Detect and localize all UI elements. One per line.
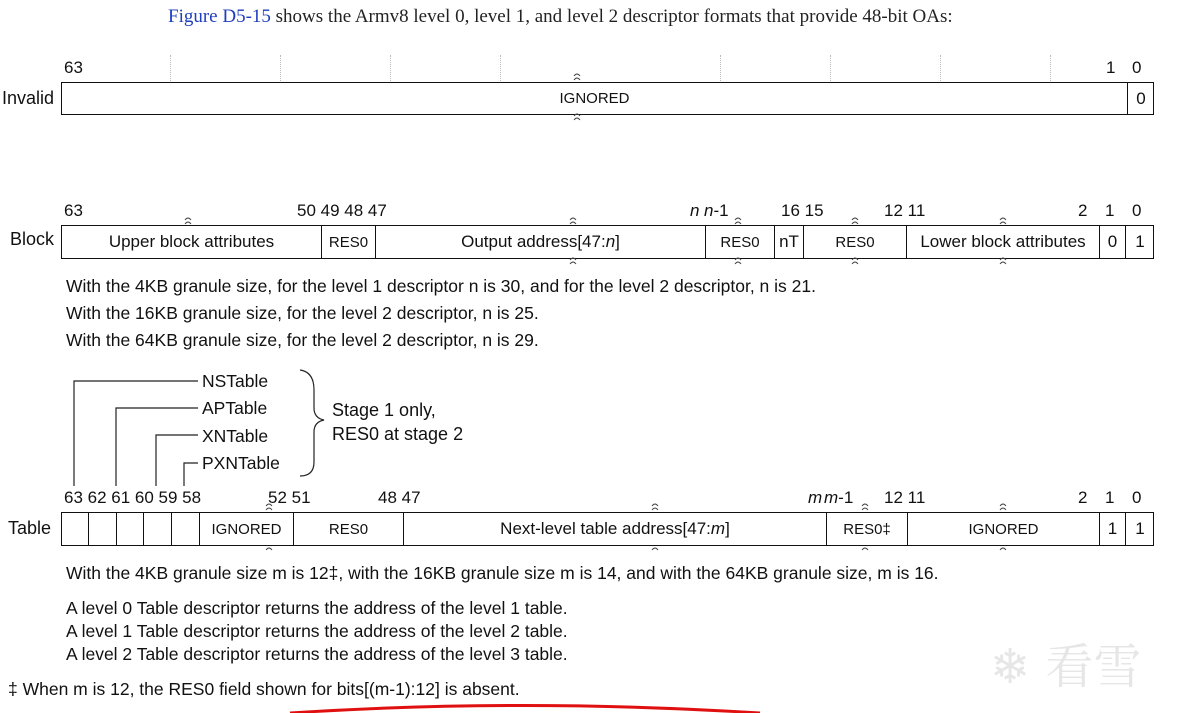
block-note: With the 16KB granule size, for the level 2 descriptor, n is 25. [66,303,539,323]
nt-field: nT [775,226,804,258]
row-label-table: Table [8,518,52,538]
bit-number: 2 [1078,488,1088,507]
bit0-field: 1 [1135,232,1145,251]
res0-field: RES0 [322,226,376,258]
bit-number: 63 [64,201,83,220]
res0-field: RES0 [804,226,907,258]
bit-number: n-1 [704,201,729,220]
block-note: With the 4KB granule size, for the level 1 descriptor n is 30, and for the level 2 descriptor, n is 21. [66,276,816,296]
aptable-bit-61 [117,513,144,545]
table-register [61,512,1154,546]
bit0-field: 0 [1136,88,1146,108]
pxntable-label: PXNTable [202,453,280,473]
stage-note: Stage 1 only, [332,400,436,420]
res0-field: RES0 [706,226,775,258]
return-note: A level 0 Table descriptor returns the address of the level 1 table. [66,598,568,618]
aptable-label: APTable [202,398,268,418]
res0-field: RES0 [294,513,404,545]
res0-dagger-field: RES0‡ [827,513,908,545]
bit-number: 48 47 [378,488,421,507]
bit-number: 0 [1132,488,1142,507]
output-address-field: Output address[47: n ] [376,226,706,258]
ignored-field: IGNORED [62,83,1128,114]
next-level-table-address-field: Next-level table address[47: m ] [404,513,827,545]
granule-note: With the 4KB granule size m is 12‡, with the 16KB granule size m is 14, and with the 64KB granule size, m is 16. [66,563,939,583]
bit-number: 12 11 [884,488,926,507]
return-note: A level 1 Table descriptor returns the address of the level 2 table. [66,621,568,641]
bit-number: 1 [1105,201,1115,220]
footnote: ‡ When m is 12, the RES0 field shown for bits[(m-1):12] is absent. [8,679,520,699]
xntable-bit [144,513,172,545]
row-label-invalid: Invalid [2,88,55,108]
ignored-field: IGNORED [908,513,1100,545]
bit0-field: 1 [1135,519,1145,538]
bit1-field: 1 [1100,513,1126,545]
watermark-logo: ❄ 看雪 [990,639,1142,695]
bit-number: 12 11 [884,201,926,220]
upper-block-attributes-field: Upper block attributes [62,226,322,258]
bit-number: 1 [1106,58,1116,77]
row-label-block: Block [10,229,55,249]
bit1-field: 0 [1100,226,1126,258]
bit-number: 0 [1132,58,1142,77]
block-note: With the 64KB granule size, for the level 2 descriptor, n is 29. [66,330,539,350]
nstable-label: NSTable [202,371,269,391]
bit-number: m-1 [824,488,854,507]
lower-block-attributes-field: Lower block attributes [907,226,1100,258]
bit-number: 50 49 48 47 [297,201,387,220]
stage-note: RES0 at stage 2 [332,424,464,444]
bit-number: 63 62 61 60 59 58 [64,488,202,507]
ignored-field: IGNORED [200,513,294,545]
bit-number: 2 [1078,201,1088,220]
red-annotation-stroke [290,706,760,713]
bit-number: 63 [64,58,83,77]
xntable-label: XNTable [202,426,269,446]
bit-number: 16 15 [781,201,824,220]
bit-number: n [690,201,700,220]
bit-number: 0 [1132,201,1142,220]
bit-number: m [808,488,823,507]
return-note: A level 2 Table descriptor returns the address of the level 3 table. [66,644,568,664]
caption-text: shows the Armv8 level 0, level 1, and level 2 descriptor formats that provide 48-bit OAs: [270,6,953,27]
figure-link[interactable]: Figure D5-15 [168,6,271,27]
nstable-bit [62,513,89,545]
aptable-bit-62 [89,513,117,545]
bit-number: 1 [1105,488,1115,507]
pxntable-bit [172,513,200,545]
bit-number: 52 51 [268,488,311,507]
